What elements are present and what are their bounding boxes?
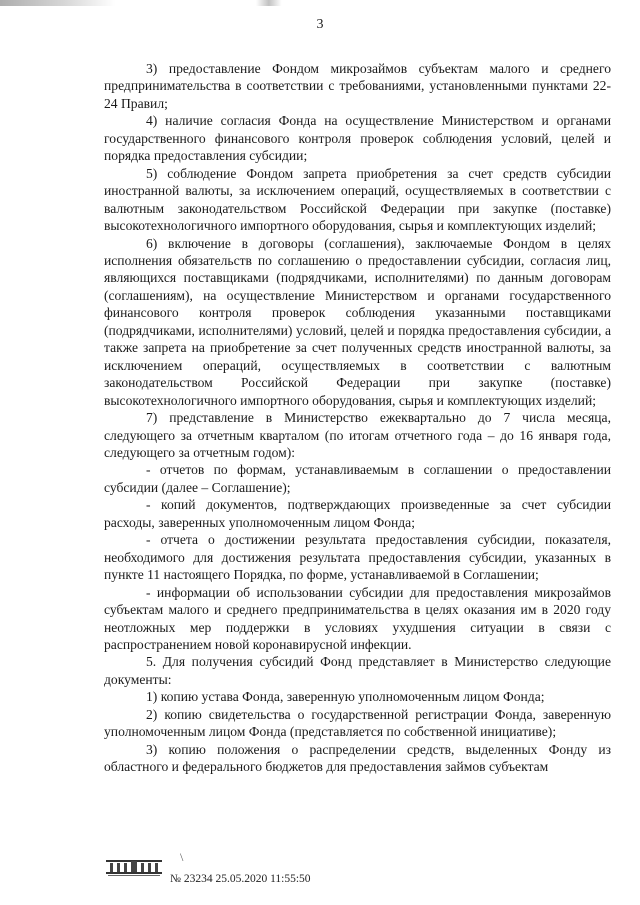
- footer-mark: \: [180, 850, 184, 864]
- paragraph: - копий документов, подтверждающих произведенные за счет субсидии расходы, заверенных уполномоченным лицом Фонда;: [104, 497, 611, 530]
- paragraph: 3) предоставление Фондом микрозаймов субъектам малого и среднего предпринимательства в соответствии с требованиями, установленными пунктами 22-24 Правил;: [104, 61, 611, 111]
- paragraph: 4) наличие согласия Фонда на осуществление Министерством и органами государственного финансового контроля проверок соблюдения условий, целей и порядка предоставления субсидии;: [104, 113, 611, 164]
- paragraph: 7) представление в Министерство ежеквартально до 7 числа месяца, следующего за отчетным кварталом (по итогам отчетного года – до 16 января года, следующего за отчетным годом):: [104, 410, 611, 460]
- paragraph: 1) копию устава Фонда, заверенную уполномоченным лицом Фонда;: [146, 689, 545, 705]
- paragraph: 5. Для получения субсидий Фонд представляет в Министерство следующие документы:: [104, 654, 611, 687]
- paragraph: 2) копию свидетельства о государственной регистрации Фонда, заверенную уполномоченным лицом Фонда (представляется по собственной инициативе);: [104, 706, 611, 740]
- document-body: [104, 60, 611, 776]
- paragraph: 6) включение в договоры (соглашения), заключаемые Фондом в целях исполнения обязательств по соглашению о предоставлении субсидии, согласия лиц, являющихся поставщиками (подрядчиками, исполнителями) по данным договорам (соглашениям), на осуществление Министерством и органами государственного финансового контроля проверок соблюдения указанными поставщиками (подрядчиками, исполнителями) условий, целей и порядка предоставления субсидии, а также запрета на приобретение за счет полученных средств иностранной валюты, за исключением операций, осуществляемых в соответствии с валютным законодательством Российской Федерации при закупке (поставке) высокотехнологичного импортного оборудования, сырья и комплектующих изделий;: [104, 235, 611, 408]
- page-number: 3: [316, 17, 324, 32]
- government-building-emblem-icon: [104, 858, 164, 878]
- registration-stamp: № 23234 25.05.2020 11:55:50: [170, 873, 311, 885]
- paragraph: - информации об использовании субсидии для предоставления микрозаймов субъектам малого и среднего предпринимательства в целях оказания им в 2020 году неотложных мер поддержки в условиях ухудшения ситуации в связи с распространением новой коронавирусной инфекции.: [104, 584, 611, 652]
- paragraph: 5) соблюдение Фондом запрета приобретения за счет средств субсидии иностранной валюты, за исключением операций, осуществляемых в соответствии с валютным законодательством Российской Федерации при закупке (поставке) высокотехнологичного импортного оборудования, сырья и комплектующих изделий;: [104, 165, 611, 234]
- paragraph: - отчетов по формам, устанавливаемым в соглашении о предоставлении субсидии (далее – Соглашение);: [104, 462, 611, 495]
- scan-artifact: [0, 0, 640, 6]
- paragraph: 3) копию положения о распределении средств, выделенных Фонду из областного и федерального бюджетов для предоставления займов субъектам: [104, 741, 611, 775]
- paragraph: - отчета о достижении результата предоставления субсидии, показателя, необходимого для достижения результата предоставления субсидии, указанных в пункте 11 настоящего Порядка, по форме, устанавливаемой в Соглашении;: [104, 532, 611, 583]
